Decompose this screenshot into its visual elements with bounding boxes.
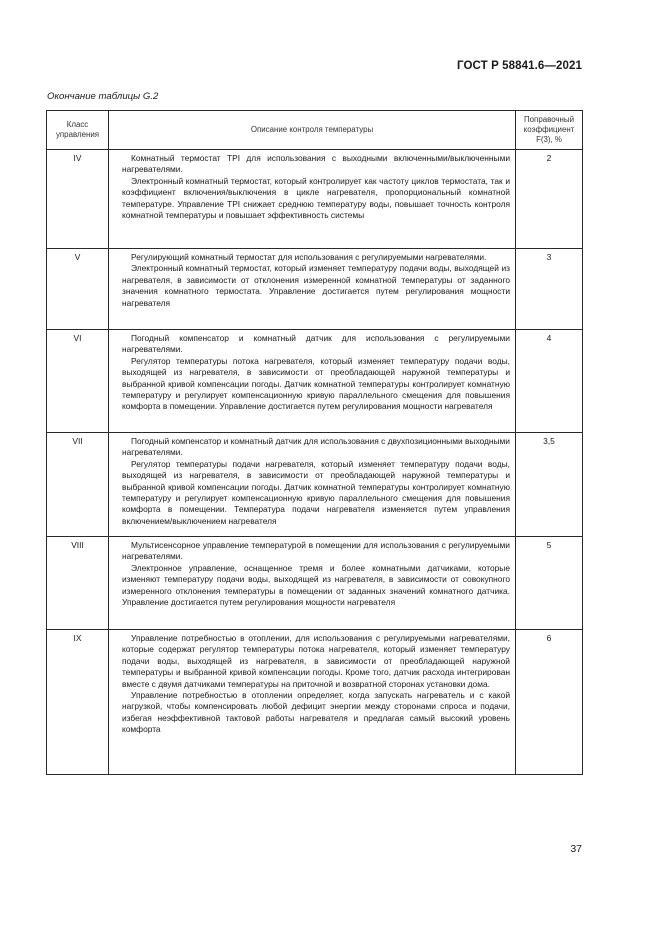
row-class: VII <box>47 433 109 537</box>
row-class: VIII <box>47 537 109 630</box>
description-paragraph: Управление потребностью в отоплении определяет, когда запускать нагреватель и с какой нагрузкой, чтобы компенсировать любой дефицит энергии между сторонами спроса и подачи, избегая неэффективной тактовой работы нагревателя и предлагая самый высокий уровень комфорта <box>122 690 510 735</box>
description-paragraph: Электронный комнатный термостат, который изменяет температуру подачи воды, выходящей из нагревателя, в зависимости от отклонения измеренной комнатной температуры от заданного значения комнатного термостата. Управление достигается путем регулирования мощности нагревателя <box>122 263 510 308</box>
row-class: IX <box>47 630 109 775</box>
row-factor: 3 <box>516 249 583 330</box>
description-paragraph: Регулятор температуры подачи нагревателя, который изменяет температуру подачи воды, выходящей из нагревателя, в зависимости от преобладающей наружной температуры и выбранной кривой компенсации погоды. Датчик комнатной температуры контролирует комнатную температуру и регулирует компенсационную кривую параллельного смещения для повышения комфорта в помещении. Температура подачи нагревателя изменяется путем управления включением/выключением нагревателя <box>122 458 510 526</box>
table-row <box>47 150 583 249</box>
description-paragraph: Комнатный термостат TPI для использования с выходными включенными/выключенными нагревателями. <box>122 153 510 175</box>
row-description <box>109 537 516 630</box>
row-class: V <box>47 249 109 330</box>
row-description <box>109 433 516 537</box>
description-paragraph: Регулятор температуры потока нагревателя, который изменяет температуру подачи воды, выходящей из нагревателя, в зависимости от преобладающей наружной температуры и выбранной кривой компенсации погоды. Датчик комнатной температуры контролирует комнатную температуру и регулирует компенсационную кривую параллельного смещения для повышения комфорта в помещении. Управление достигается путем регулирования мощности нагревателя <box>122 355 510 412</box>
table-caption: Окончание таблицы G.2 <box>47 91 159 102</box>
description-paragraph: Управление потребностью в отоплении, для использования с регулируемыми нагревателями, которые содержат регулятор температуры потока нагревателя, который изменяет температуру подачи воды, выходящей из нагревателя, в зависимости от преобладающей наружной температуры и выбранной кривой компенсации погоды. Кроме того, датчик расхода интегрирован вместе с двумя датчиками температуры на приточной и возвратной сторонах установки дома. <box>122 633 510 689</box>
description-paragraph: Электронный комнатный термостат, который контролирует как частоту циклов термостата, так и коэффициент включения/выключения в цикле нагревателя, пропорциональный комнатной температуре. Управление TPI снижает среднюю температуру воды, повышает точность контроля комнатной температуры и повышает эффективность системы <box>122 175 510 221</box>
page-number: 37 <box>570 843 582 855</box>
table-row <box>47 330 583 433</box>
table-row <box>47 630 583 775</box>
description-paragraph: Погодный компенсатор и комнатный датчик для использования с регулируемыми нагревателями. <box>122 333 510 355</box>
row-factor: 5 <box>516 537 583 630</box>
table-row <box>47 433 583 537</box>
column-header-factor: Поправочный коэффициент F(3), % <box>516 111 583 150</box>
row-description <box>109 630 516 775</box>
column-header-class: Класс управления <box>47 111 109 150</box>
standard-designation: ГОСТ Р 58841.6—2021 <box>457 60 582 72</box>
table-row <box>47 249 583 330</box>
row-description <box>109 150 516 249</box>
row-description <box>109 330 516 433</box>
description-paragraph: Мультисенсорное управление температурой в помещении для использования с регулируемыми нагревателями. <box>122 540 510 562</box>
row-class: IV <box>47 150 109 249</box>
row-description <box>109 249 516 330</box>
row-class: VI <box>47 330 109 433</box>
description-paragraph: Электронное управление, оснащенное тремя и более комнатными датчиками, которые изменяют температуру подачи воды, выходящей из нагревателя, в зависимости от совокупного измеренного отклонения температуры в помещении от заданных значений комнатного датчика. Управление достигается путем регулирования мощности нагревателя <box>122 562 510 608</box>
description-paragraph: Регулирующий комнатный термостат для использования с регулируемыми нагревателями. <box>131 252 487 262</box>
table-header-row <box>47 111 583 150</box>
column-header-description: Описание контроля температуры <box>109 111 516 150</box>
row-factor: 2 <box>516 150 583 249</box>
table-row <box>47 537 583 630</box>
row-factor: 6 <box>516 630 583 775</box>
row-factor: 4 <box>516 330 583 433</box>
control-class-table <box>46 110 583 775</box>
row-factor: 3,5 <box>516 433 583 537</box>
description-paragraph: Погодный компенсатор и комнатный датчик для использования с двухпозиционными выходными нагревателями. <box>122 436 510 458</box>
